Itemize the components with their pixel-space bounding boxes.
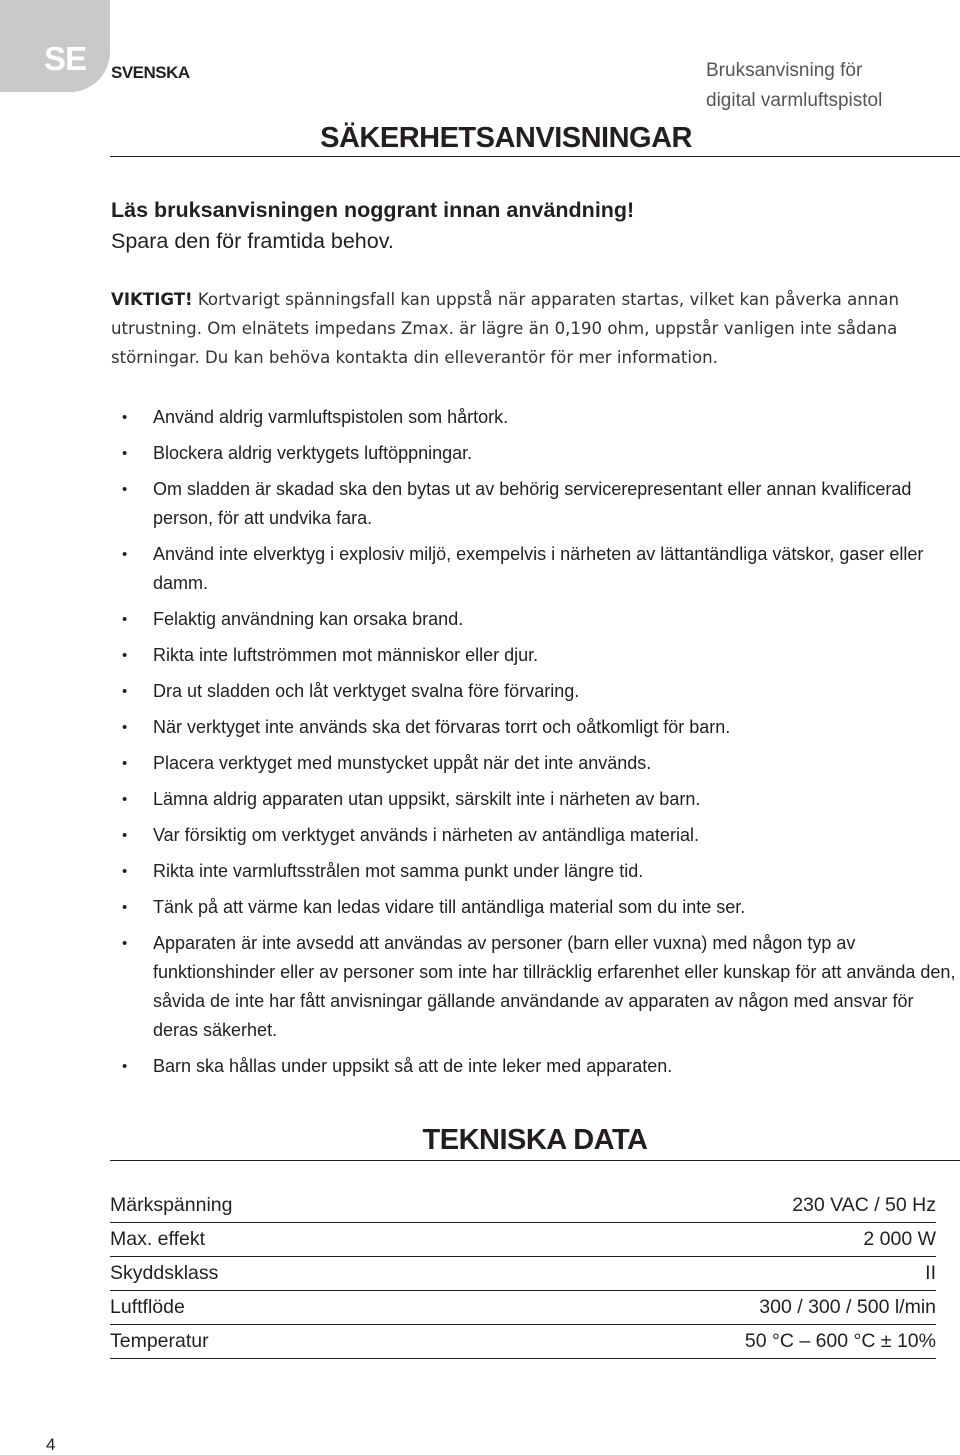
list-item (110, 785, 960, 814)
list-item (110, 403, 960, 432)
list-item (110, 749, 960, 778)
language-tab (0, 0, 110, 92)
list-item (110, 641, 960, 670)
spec-label: Max. effekt (110, 1223, 433, 1257)
language-name: SVENSKA (111, 63, 190, 82)
bullet-icon: • (122, 935, 128, 952)
list-item-text: Använd aldrig varmluftspistolen som hårtork. (153, 407, 509, 427)
table-row (110, 1257, 936, 1291)
bullet-icon: • (122, 683, 128, 700)
table-row (110, 1325, 936, 1359)
bullet-icon: • (122, 719, 128, 736)
safety-heading-rule (110, 156, 960, 157)
document-title-line2: digital varmluftspistol (706, 90, 883, 111)
safety-heading: SÄKERHETSANVISNINGAR (320, 122, 692, 154)
list-item-text: Barn ska hållas under uppsikt så att de inte leker med apparaten. (153, 1056, 673, 1076)
technical-heading: TEKNISKA DATA (422, 1124, 648, 1156)
important-notice (111, 285, 931, 372)
bullet-icon: • (122, 409, 128, 426)
list-item (110, 893, 960, 922)
bullet-icon: • (122, 755, 128, 772)
list-item (110, 713, 960, 742)
list-item-text: Blockera aldrig verktygets luftöppningar. (153, 443, 473, 463)
table-row (110, 1291, 936, 1325)
spec-label: Skyddsklass (110, 1257, 433, 1291)
document-title-line1: Bruksanvisning för (706, 60, 863, 81)
bullet-icon: • (122, 791, 128, 808)
list-item-text: Rikta inte varmluftsstrålen mot samma punkt under längre tid. (153, 861, 644, 881)
table-row (110, 1223, 936, 1257)
list-item (110, 475, 960, 533)
technical-data-table (110, 1189, 936, 1359)
list-item-text: Lämna aldrig apparaten utan uppsikt, särskilt inte i närheten av barn. (153, 789, 701, 809)
bullet-icon: • (122, 647, 128, 664)
spec-label: Märkspänning (110, 1189, 433, 1223)
bullet-icon: • (122, 863, 128, 880)
spec-value: 300 / 300 / 500 l/min (433, 1291, 936, 1325)
list-item-text: Placera verktyget med munstycket uppåt när det inte används. (153, 753, 652, 773)
language-code: SE (44, 40, 87, 77)
list-item (110, 929, 960, 1045)
spec-value: 2 000 W (433, 1223, 936, 1257)
list-item-text: Dra ut sladden och låt verktyget svalna före förvaring. (153, 681, 580, 701)
spec-value: 230 VAC / 50 Hz (433, 1189, 936, 1223)
bullet-icon: • (122, 1058, 128, 1075)
bullet-icon: • (122, 445, 128, 462)
table-row (110, 1189, 936, 1223)
intro-bold-text: Läs bruksanvisningen noggrant innan användning! (111, 198, 635, 222)
safety-intro (111, 195, 634, 257)
list-item (110, 540, 960, 598)
notice-text: Kortvarigt spänningsfall kan uppstå när apparaten startas, vilket kan påverka annan utrustning. Om elnätets impedans Zmax. är lägre än 0,190 ohm, uppstår vanligen inte sådana störningar. Du kan behöva kontakta din elleverantör för mer information. (111, 290, 900, 367)
list-item (110, 439, 960, 468)
page-number: 4 (46, 1435, 56, 1454)
spec-value: 50 °C – 600 °C ± 10% (433, 1325, 936, 1359)
spec-label: Temperatur (110, 1325, 433, 1359)
list-item-text: Använd inte elverktyg i explosiv miljö, exempelvis i närheten av lättantändliga vätskor, gaser eller damm. (153, 544, 924, 593)
list-item (110, 821, 960, 850)
technical-heading-rule (110, 1160, 960, 1161)
bullet-icon: • (122, 827, 128, 844)
list-item-text: Tänk på att värme kan ledas vidare till antändliga material som du inte ser. (153, 897, 746, 917)
list-item (110, 677, 960, 706)
list-item (110, 605, 960, 634)
document-title (706, 56, 946, 116)
notice-label: VIKTIGT! (111, 290, 193, 309)
bullet-icon: • (122, 611, 128, 628)
list-item-text: När verktyget inte används ska det förvaras torrt och oåtkomligt för barn. (153, 717, 731, 737)
spec-label: Luftflöde (110, 1291, 433, 1325)
bullet-icon: • (122, 481, 128, 498)
spec-value: II (433, 1257, 936, 1291)
bullet-icon: • (122, 546, 128, 563)
list-item-text: Rikta inte luftströmmen mot människor eller djur. (153, 645, 539, 665)
list-item (110, 857, 960, 886)
list-item-text: Om sladden är skadad ska den bytas ut av behörig servicerepresentant eller annan kvalificerad person, för att undvika fara. (153, 479, 912, 528)
safety-rules-list (110, 403, 960, 1088)
list-item-text: Apparaten är inte avsedd att användas av personer (barn eller vuxna) med någon typ av funktionshinder eller av personer som inte har tillräcklig erfarenhet eller kunskap för att använda den, såvida de inte har fått anvisningar gällande användande av apparaten av någon med ansvar för deras säkerhet. (153, 933, 956, 1040)
list-item (110, 1052, 960, 1081)
bullet-icon: • (122, 899, 128, 916)
list-item-text: Var försiktig om verktyget används i närheten av antändliga material. (153, 825, 699, 845)
list-item-text: Felaktig användning kan orsaka brand. (153, 609, 464, 629)
intro-normal-text: Spara den för framtida behov. (111, 229, 394, 253)
